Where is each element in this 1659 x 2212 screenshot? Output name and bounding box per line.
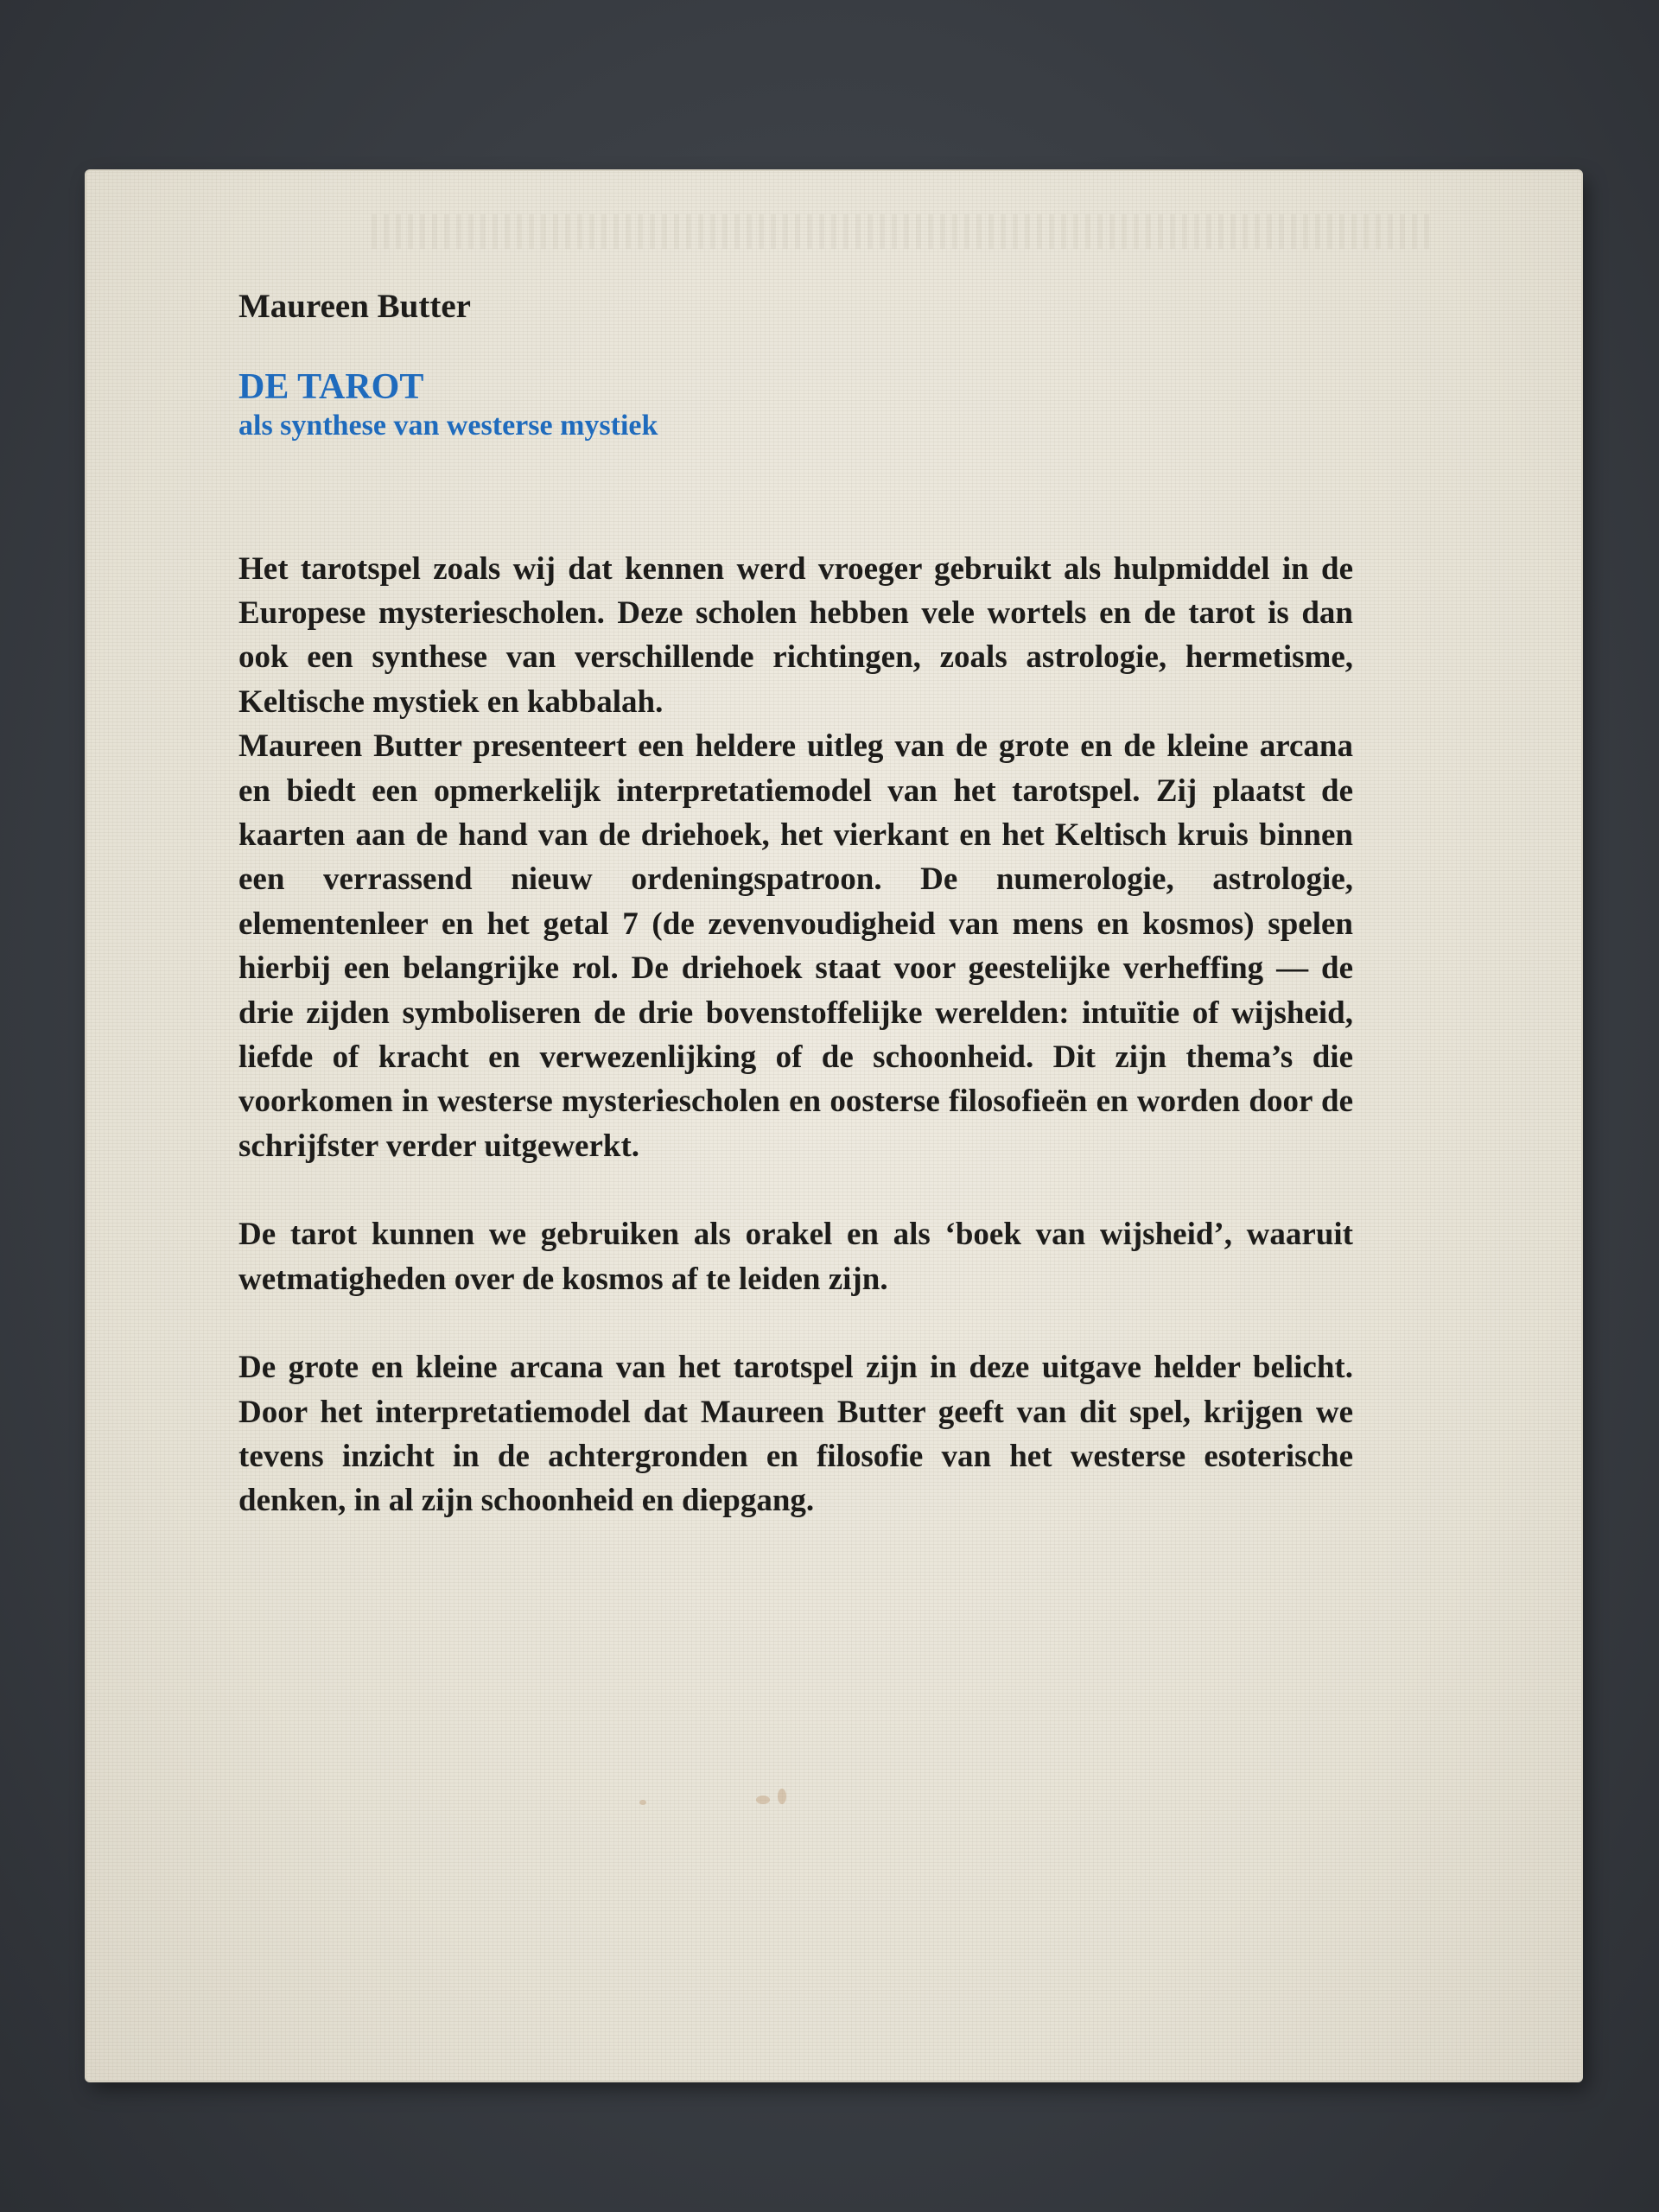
book-subtitle: als synthese van westerse mystiek — [238, 410, 658, 442]
paragraph-gap — [238, 1301, 1353, 1345]
author-name: Maureen Butter — [238, 288, 471, 325]
book-title: DE TAROT — [238, 366, 424, 407]
stain-mark — [778, 1789, 786, 1804]
paragraph-gap — [238, 1168, 1353, 1212]
blurb-paragraph-2: Maureen Butter presenteert een heldere uitleg van de grote en de kleine arcana en biedt een opmerkelijk interpretatiemodel van het tarotspel. Zij plaatst de kaarten aan de hand van de driehoek, het vierkant en het Keltisch kruis binnen een verrassend nieuw ordeningspatroon. De numerologie, astrologie, elementenleer en het getal 7 (de zevenvoudigheid van mens en kosmos) spelen hierbij een belangrijke rol. De driehoek staat voor geestelijke verheffing — de drie zijden symboliseren de drie bovenstoffelijke werelden: intuïtie of wijsheid, liefde of kracht en verwezenlijking of de schoonheid. Dit zijn thema’s die voorkomen in westerse mysteriescholen en oosterse filosofieën en worden door de schrijfster verder uitgewerkt. — [238, 728, 1353, 1164]
blurb-paragraph-4: De grote en kleine arcana van het tarotspel zijn in deze uitgave helder belicht. Door het interpretatiemodel dat Maureen Butter geeft van dit spel, krijgen we tevens inzicht in de achtergronden en filosofie van het westerse esoterische denken, in al zijn schoonheid en diepgang. — [238, 1350, 1353, 1519]
stain-mark — [639, 1800, 646, 1805]
stain-mark — [756, 1796, 770, 1804]
blurb-paragraph-1: Het tarotspel zoals wij dat kennen werd vroeger gebruikt als hulpmiddel in de Europese mysteriescholen. Deze scholen hebben vele wortels en de tarot is dan ook een synthese van verschillende richtingen, zoals astrologie, hermetisme, Keltische mystiek en kabbalah. — [238, 550, 1353, 720]
embossed-impression — [372, 214, 1434, 249]
blurb-paragraph-3: De tarot kunnen we gebruiken als orakel en als ‘boek van wijsheid’, waaruit wetmatigheden over de kosmos af te leiden zijn. — [238, 1217, 1353, 1297]
cover-text-block — [238, 287, 1353, 1523]
